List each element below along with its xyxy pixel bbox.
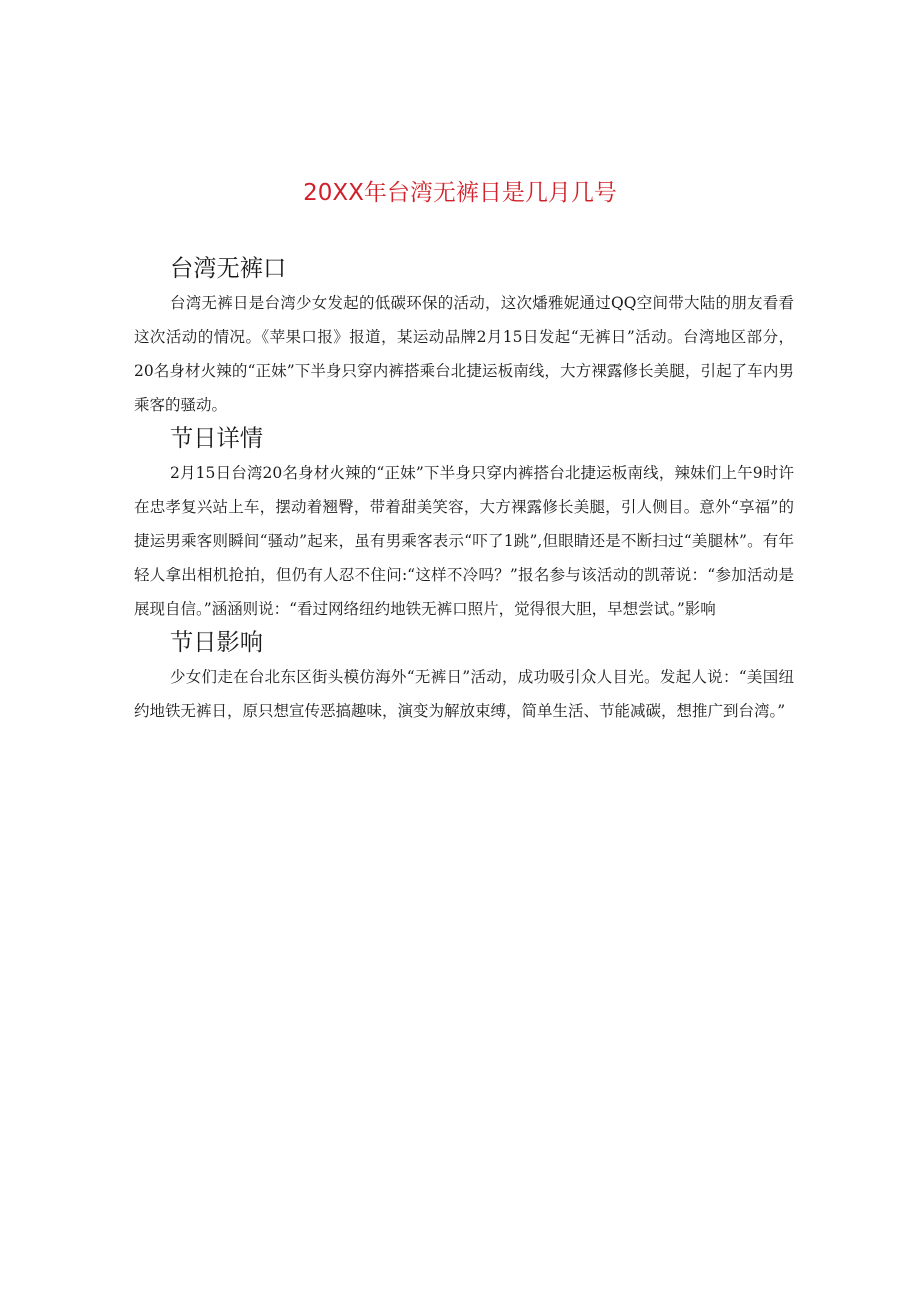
document-body bbox=[134, 252, 794, 728]
section-paragraph-impact: 少女们走在台北东区街头模仿海外“无裤日”活动，成功吸引众人目光。发起人说：“美国纽约地铁无裤日，原只想宣传恶搞趣味，演变为解放束缚，简单生活、节能减碳，想推广到台湾。” bbox=[134, 668, 794, 720]
section-heading-details: 节日详情 bbox=[170, 425, 264, 452]
section-paragraph-details: 2月15日台湾20名身材火辣的“正妹”下半身只穿内裤搭台北捷运板南线，辣妹们上午9时许在忠孝复兴站上车，摆动着翘臀，带着甜美笑容，大方裸露修长美腿，引人侧目。意外“享福”的捷运男乘客则瞬间“骚动”起来，虽有男乘客表示“吓了1跳”,但眼睛还是不断扫过“美腿林”。有年轻人拿出相机抢拍，但仍有人忍不住问:“这样不冷吗？”报名参与该活动的凯蒂说：“参加活动是展现自信。”涵涵则说：“看过网络纽约地铁无裤口照片，觉得很大胆，早想尝试。”影响 bbox=[134, 464, 794, 618]
section-heading-impact: 节日影响 bbox=[170, 629, 264, 656]
section-paragraph-wuku: 台湾无裤日是台湾少女发起的低碳环保的活动，这次燔雅妮通过QQ空间带大陆的朋友看看这次活动的情况。《苹果口报》报道，某运动品牌2月15日发起“无裤日”活动。台湾地区部分，20名身材火辣的“正妹”下半身只穿内裤搭乘台北捷运板南线，大方裸露修长美腿，引起了车内男乘客的骚动。 bbox=[134, 294, 794, 414]
section-heading-wuku: 台湾无裤口 bbox=[170, 255, 287, 282]
document-title: 20XX年台湾无裤日是几月几号 bbox=[303, 180, 617, 206]
